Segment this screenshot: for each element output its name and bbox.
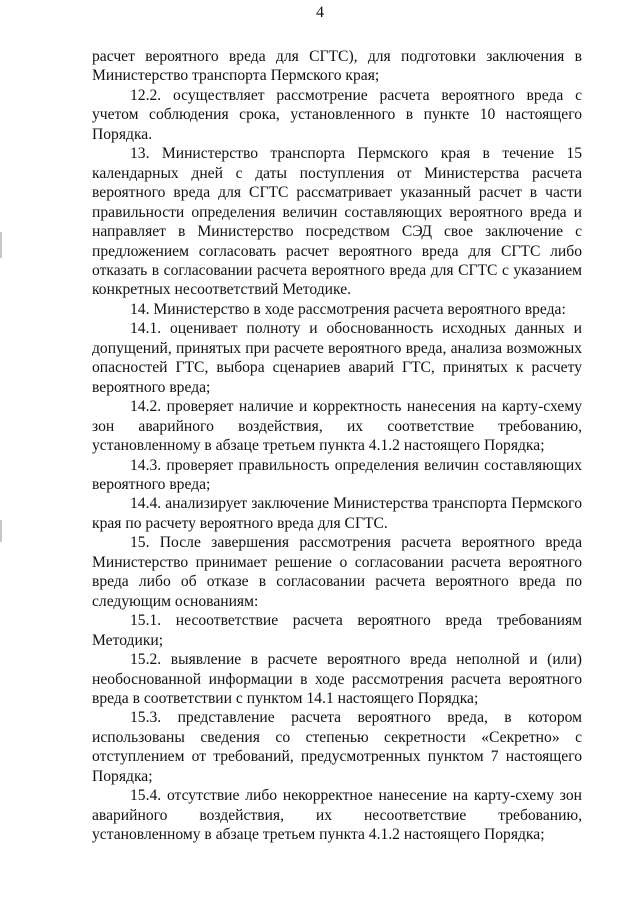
paragraph-continuation: расчет вероятного вреда для СГТС), для подготовки заключения в Министерство транспорта Пермского края;: [92, 48, 582, 85]
paragraph-12-2: 12.2. осуществляет рассмотрение расчета вероятного вреда с учетом соблюдения срока, установленного в пункте 10 настоящего Порядка.: [92, 86, 582, 143]
paragraph-15-1: 15.1. несоответствие расчета вероятного вреда требованиям Методики;: [92, 612, 582, 649]
paragraph-13: 13. Министерство транспорта Пермского края в течение 15 календарных дней с даты поступления от Министерства расчета вероятного вреда для СГТС рассматривает указанный расчет в части правильности определения величин составляющих вероятного вреда и направляет в Министерство посредством СЭД свое заключение с предложением согласовать расчет вероятного вреда для СГТС либо отказать в согласовании расчета вероятного вреда для СГТС с указанием конкретных несоответствий Методике.: [92, 145, 582, 299]
paragraph-14-2: 14.2. проверяет наличие и корректность нанесения на карту-схему зон аварийного воздействия, их соответствие требованию, установленному в абзаце третьем пункта 4.1.2 настоящего Порядка;: [92, 398, 582, 455]
document-body: [92, 47, 582, 845]
paragraph-15-3: 15.3. представление расчета вероятного вреда, в котором использованы сведения со степенью секретности «Секретно» с отступлением от требований, предусмотренных пунктом 7 настоящего Порядка;: [92, 709, 582, 785]
scan-margin-mark: [0, 232, 2, 258]
scan-margin-mark: [0, 520, 2, 542]
paragraph-14-3: 14.3. проверяет правильность определения величин составляющих вероятного вреда;: [92, 456, 582, 493]
paragraph-14: 14. Министерство в ходе рассмотрения расчета вероятного вреда:: [130, 300, 566, 318]
paragraph-15: 15. После завершения рассмотрения расчета вероятного вреда Министерство принимает решение о согласовании расчета вероятного вреда либо об отказе в согласовании расчета вероятного вреда по следующим основаниям:: [92, 534, 582, 610]
page-number: 4: [316, 4, 324, 21]
paragraph-14-4: 14.4. анализирует заключение Министерства транспорта Пермского края по расчету вероятного вреда для СГТС.: [92, 495, 582, 532]
paragraph-15-4: 15.4. отсутствие либо некорректное нанесение на карту-схему зон аварийного воздействия, их несоответствие требованию, установленному в абзаце третьем пункта 4.1.2 настоящего Порядка;: [92, 787, 582, 844]
paragraph-14-1: 14.1. оценивает полноту и обоснованность исходных данных и допущений, принятых при расчете вероятного вреда, анализа возможных опасностей ГТС, выбора сценариев аварий ГТС, принятых к расчету вероятного вреда;: [92, 320, 582, 396]
paragraph-15-2: 15.2. выявление в расчете вероятного вреда неполной и (или) необоснованной информации в ходе рассмотрения расчета вероятного вреда в соответствии с пунктом 14.1 настоящего Порядка;: [92, 651, 582, 707]
